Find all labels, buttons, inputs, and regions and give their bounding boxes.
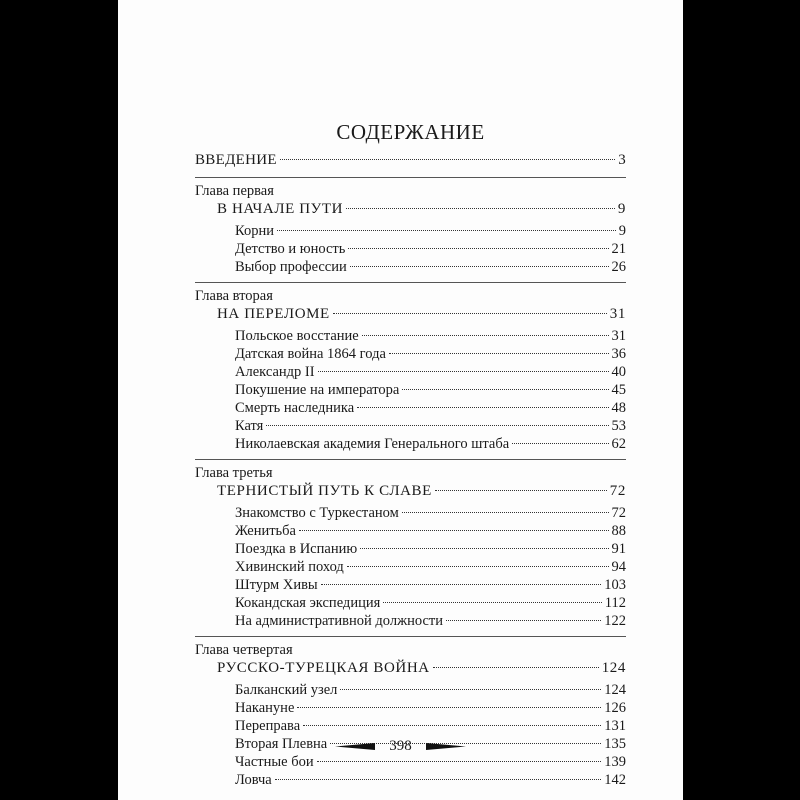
section-entry <box>195 540 626 558</box>
entry-label: Женитьба <box>235 523 296 539</box>
section-entry <box>195 363 626 381</box>
entry-label: Штурм Хивы <box>235 577 318 593</box>
dot-leader <box>446 620 601 621</box>
dot-leader <box>318 371 609 372</box>
section-entry <box>195 399 626 417</box>
entry-page: 21 <box>611 241 626 257</box>
entry-page: 139 <box>604 754 626 770</box>
chapter-list <box>195 177 626 789</box>
section-entry <box>195 717 626 735</box>
section-entry <box>195 594 626 612</box>
entry-label: НА ПЕРЕЛОМЕ <box>217 306 330 322</box>
dot-leader <box>383 602 602 603</box>
dot-leader <box>389 353 609 354</box>
dot-leader <box>266 425 608 426</box>
chapter-label: Глава четвертая <box>195 642 293 658</box>
entry-label: Выбор профессии <box>235 259 347 275</box>
entry-page: 40 <box>611 364 626 380</box>
section-entry <box>195 681 626 699</box>
entry-label: Датская война 1864 года <box>235 346 386 362</box>
dot-leader <box>280 159 615 160</box>
section-entry <box>195 753 626 771</box>
dot-leader <box>350 266 609 267</box>
chapter-title-entry <box>195 305 626 323</box>
entry-page: 62 <box>611 436 626 452</box>
entry-label: Ловча <box>235 772 272 788</box>
entry-label: Балканский узел <box>235 682 338 698</box>
dot-leader <box>321 584 602 585</box>
entry-page: 131 <box>604 718 626 734</box>
chapter-block <box>195 282 626 453</box>
chapter-label: Глава вторая <box>195 288 273 304</box>
dot-leader <box>346 208 615 209</box>
dot-leader <box>277 230 616 231</box>
entry-label: ТЕРНИСТЫЙ ПУТЬ К СЛАВЕ <box>217 483 432 499</box>
entry-page: 124 <box>604 682 626 698</box>
entry-page: 124 <box>601 660 626 676</box>
dot-leader <box>402 389 608 390</box>
section-entry <box>195 435 626 453</box>
entry-label: Кокандская экспедиция <box>235 595 381 611</box>
entry-label: Александр II <box>235 364 315 380</box>
chapter-label: Глава третья <box>195 465 273 481</box>
entry-label: Поездка в Испанию <box>235 541 358 557</box>
entry-page: 142 <box>604 772 626 788</box>
entry-label: Покушение на императора <box>235 382 400 398</box>
chapter-title-entry <box>195 482 626 500</box>
entry-page: 103 <box>604 577 626 593</box>
dot-leader <box>297 707 601 708</box>
section-entry <box>195 381 626 399</box>
dot-leader <box>317 761 602 762</box>
entry-label: Хивинский поход <box>235 559 344 575</box>
dot-leader <box>348 248 608 249</box>
entry-page: 72 <box>609 483 626 499</box>
dot-leader <box>275 779 602 780</box>
dot-leader <box>333 313 607 314</box>
table-of-contents <box>195 120 626 789</box>
right-ornament-icon <box>426 743 466 750</box>
entry-page: 72 <box>611 505 626 521</box>
section-entry <box>195 345 626 363</box>
dot-leader <box>340 689 601 690</box>
entry-label: Польское восстание <box>235 328 359 344</box>
entry-page: 135 <box>604 736 626 752</box>
dot-leader <box>512 443 608 444</box>
left-ornament-icon <box>335 743 375 750</box>
entry-label: Корни <box>235 223 274 239</box>
scan-border-right <box>683 0 800 800</box>
chapter-divider <box>195 636 626 637</box>
entry-label: Знакомство с Туркестаном <box>235 505 399 521</box>
entry-label: РУССКО-ТУРЕЦКАЯ ВОЙНА <box>217 660 430 676</box>
dot-leader <box>299 530 609 531</box>
entry-label: Частные бои <box>235 754 314 770</box>
entry-page: 9 <box>617 201 626 217</box>
entry-page: 3 <box>618 152 626 168</box>
chapter-block <box>195 459 626 630</box>
chapter-divider <box>195 459 626 460</box>
section-entry <box>195 522 626 540</box>
entry-page: 48 <box>611 400 626 416</box>
dot-leader <box>433 667 599 668</box>
dot-leader <box>360 548 608 549</box>
chapter-label: Глава первая <box>195 183 274 199</box>
entry-label: Вторая Плевна <box>235 736 328 752</box>
entry-page: 45 <box>611 382 626 398</box>
dot-leader <box>362 335 609 336</box>
entry-label: ВВЕДЕНИЕ <box>195 152 277 168</box>
entry-page: 122 <box>604 613 626 629</box>
entry-page: 112 <box>604 595 626 611</box>
chapter-divider <box>195 282 626 283</box>
section-entry <box>195 558 626 576</box>
section-entry <box>195 612 626 630</box>
dot-leader <box>435 490 607 491</box>
toc-title: СОДЕРЖАНИЕ <box>336 120 485 144</box>
book-page <box>118 0 683 800</box>
entry-label: В НАЧАЛЕ ПУТИ <box>217 201 344 217</box>
dot-leader <box>402 512 609 513</box>
entry-page: 9 <box>618 223 626 239</box>
section-entry <box>195 771 626 789</box>
chapter-block <box>195 636 626 789</box>
section-entry <box>195 576 626 594</box>
entry-page: 31 <box>609 306 626 322</box>
entry-page: 126 <box>604 700 626 716</box>
entry-label: Смерть наследника <box>235 400 355 416</box>
entry-page: 26 <box>611 259 626 275</box>
section-entry <box>195 240 626 258</box>
chapter-divider <box>195 177 626 178</box>
entry-label: Переправа <box>235 718 301 734</box>
page-footer <box>118 738 683 755</box>
section-entry <box>195 258 626 276</box>
scan-border-left <box>0 0 118 800</box>
dot-leader <box>357 407 608 408</box>
dot-leader <box>347 566 609 567</box>
page-number: 398 <box>389 738 412 754</box>
entry-page: 94 <box>611 559 626 575</box>
dot-leader <box>303 725 601 726</box>
section-entry <box>195 222 626 240</box>
entry-label: На административной должности <box>235 613 443 629</box>
entry-page: 91 <box>611 541 626 557</box>
chapter-title-entry <box>195 659 626 677</box>
toc-entry-introduction <box>195 151 626 169</box>
entry-label: Катя <box>235 418 264 434</box>
chapter-block <box>195 177 626 276</box>
entry-label: Детство и юность <box>235 241 346 257</box>
section-entry <box>195 504 626 522</box>
entry-label: Николаевская академия Генерального штаба <box>235 436 510 452</box>
section-entry <box>195 699 626 717</box>
entry-page: 53 <box>611 418 626 434</box>
entry-page: 31 <box>611 328 626 344</box>
entry-page: 88 <box>611 523 626 539</box>
section-entry <box>195 417 626 435</box>
section-entry <box>195 327 626 345</box>
entry-label: Накануне <box>235 700 295 716</box>
chapter-title-entry <box>195 200 626 218</box>
entry-page: 36 <box>611 346 626 362</box>
